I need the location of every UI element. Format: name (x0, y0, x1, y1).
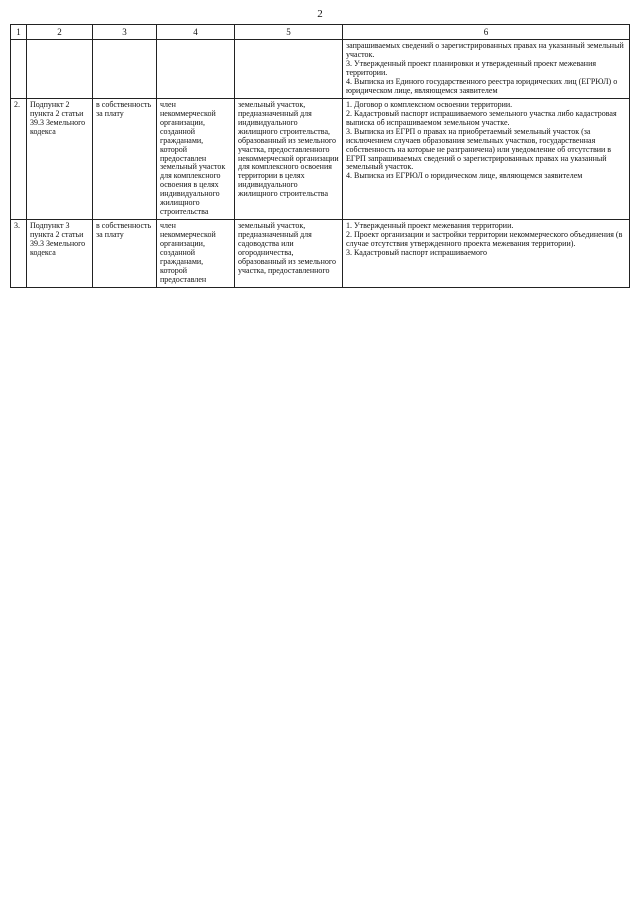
document-item: 3. Утвержденный проект планировки и утвержденный проект межевания территории. (346, 58, 597, 77)
right-type-cell: в собственность за плату (93, 98, 157, 219)
column-header-3: 3 (93, 25, 157, 40)
cell-empty (27, 40, 93, 99)
table-row (11, 220, 630, 288)
land-plot-cell: земельный участок, предназначенный для садоводства или огородничества, образованный из земельного участка, предоставленного (235, 220, 343, 288)
table-row-continuation (11, 40, 630, 99)
cell-empty (157, 40, 235, 99)
document-item: 1. Договор о комплексном освоении территории. (346, 99, 513, 109)
column-header-4: 4 (157, 25, 235, 40)
document-item: 1. Утвержденный проект межевания территории. (346, 221, 514, 231)
right-type-cell: в собственность за плату (93, 220, 157, 288)
documents-cell (343, 220, 630, 288)
cell-empty (11, 40, 27, 99)
document-item: 3. Кадастровый паспорт испрашиваемого (346, 248, 488, 258)
document-item: 3. Выписка из ЕГРП о правах на приобретаемый земельный участок (за исключением случаев образования земельных участков, государственная собственность на которые не разграничена) или уведомление об отсутствии в ЕГРП запрашиваемых сведений о зарегистрированных правах на указанный земельный участок. (346, 126, 612, 172)
column-header-5: 5 (235, 25, 343, 40)
cell-empty (93, 40, 157, 99)
header-row (11, 25, 630, 40)
document-item: 2. Проект организации и застройки территории некоммерческого объединения (в случае отсутствия утвержденного проекта межевания территории). (346, 230, 623, 249)
document-item: 4. Выписка из ЕГРЮЛ о юридическом лице, являющемся заявителем (346, 171, 583, 181)
document-item: 4. Выписка из Единого государственного реестра юридических лиц (ЕГРЮЛ) о юридическом лице, являющемся заявителем (346, 76, 618, 95)
column-header-2: 2 (27, 25, 93, 40)
legal-basis-cell: Подпункт 2 пункта 2 статьи 39.3 Земельного кодекса (27, 98, 93, 219)
row-number: 3. (11, 220, 27, 288)
column-header-6: 6 (343, 25, 630, 40)
page-number: 2 (317, 8, 323, 20)
documents-cell (343, 40, 630, 99)
table-row (11, 98, 630, 219)
document-item: 2. Кадастровый паспорт испрашиваемого земельного участка либо кадастровая выписка об испрашиваемом земельном участке. (346, 108, 617, 127)
documents-cell (343, 98, 630, 219)
row-number: 2. (11, 98, 27, 219)
land-documents-table (10, 24, 630, 288)
document-item: запрашиваемых сведений о зарегистрированных правах на указанный земельный участок. (346, 41, 624, 60)
land-plot-cell: земельный участок, предназначенный для индивидуального жилищного строительства, образованный из земельного участка, предоставленного некоммерческой организации для комплексного освоения территории в целях индивидуального жилищного строительства (235, 98, 343, 219)
applicant-cell: член некоммерческой организации, созданной гражданами, которой предоставлен земельный участок для комплексного освоения в целях индивидуального жилищного строительства (157, 98, 235, 219)
cell-empty (235, 40, 343, 99)
legal-basis-cell: Подпункт 3 пункта 2 статьи 39.3 Земельного кодекса (27, 220, 93, 288)
column-header-1: 1 (11, 25, 27, 40)
applicant-cell: член некоммерческой организации, созданной гражданами, которой предоставлен (157, 220, 235, 288)
